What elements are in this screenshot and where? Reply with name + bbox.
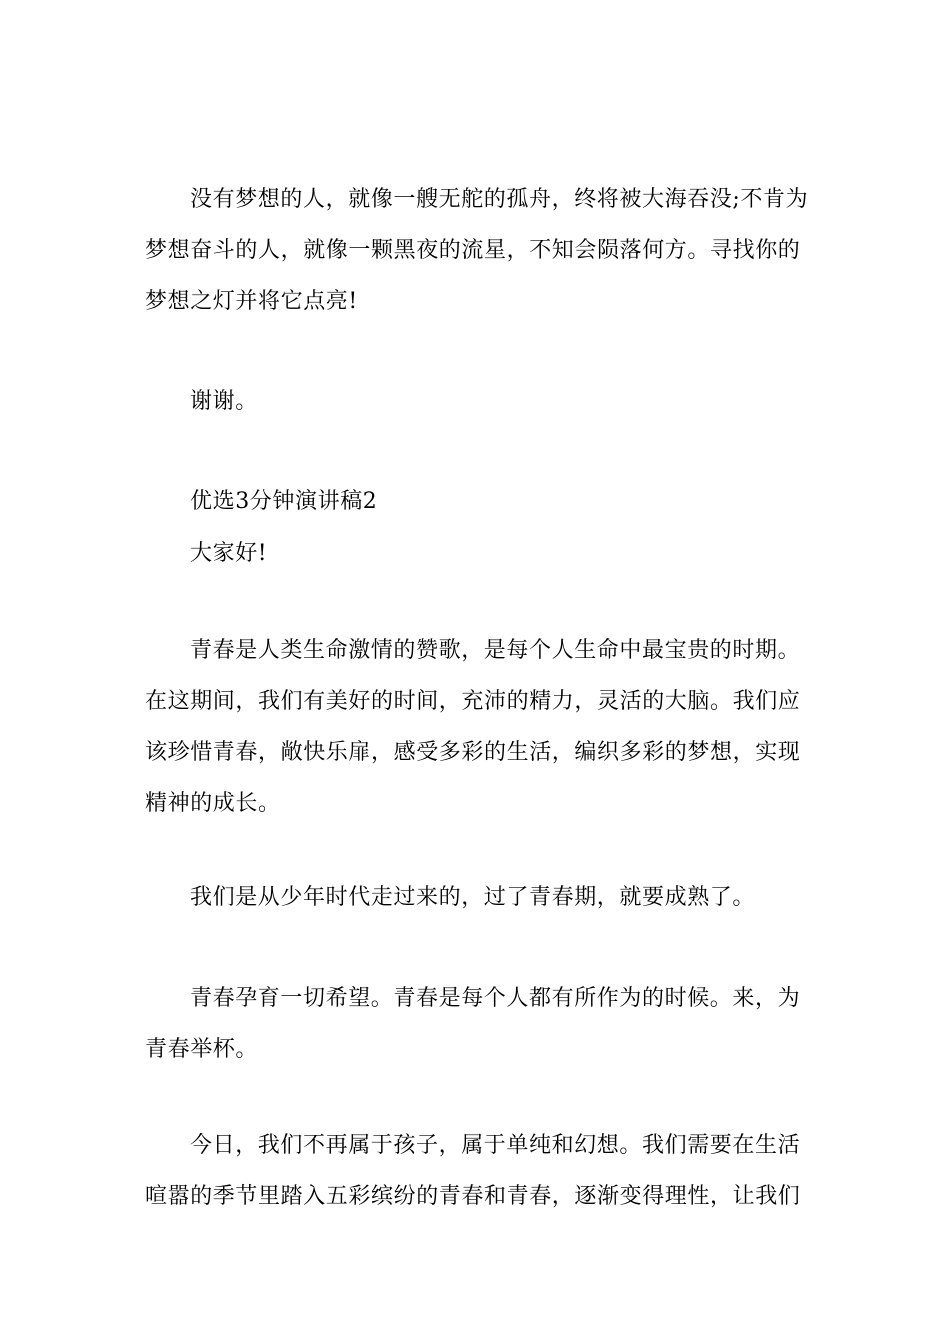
- paragraph-2-line-3: 该珍惜青春，敞快乐扉，感受多彩的生活，编织多彩的梦想，实现: [145, 740, 801, 765]
- paragraph-5-line-2: 喧嚣的季节里踏入五彩缤纷的青春和青春，逐渐变得理性，让我们: [145, 1184, 801, 1209]
- paragraph-1-line-3: 梦想之灯并将它点亮!: [145, 289, 358, 314]
- paragraph-2-line-4: 精神的成长。: [145, 791, 281, 816]
- paragraph-2-line-1: 青春是人类生命激情的赞歌，是每个人生命中最宝贵的时期。: [190, 638, 801, 663]
- greeting-text: 大家好!: [190, 541, 268, 566]
- paragraph-4-line-1: 青春孕育一切希望。青春是每个人都有所作为的时候。来，为: [190, 986, 801, 1011]
- paragraph-4-line-2: 青春举杯。: [145, 1037, 259, 1062]
- paragraph-1-line-1: 没有梦想的人，就像一艘无舵的孤舟，终将被大海吞没;不肯为: [190, 187, 809, 212]
- paragraph-3-line-1: 我们是从少年时代走过来的，过了青春期，就要成熟了。: [190, 885, 756, 910]
- thanks-text: 谢谢。: [190, 389, 258, 414]
- paragraph-5-line-1: 今日，我们不再属于孩子，属于单纯和幻想。我们需要在生活: [190, 1133, 801, 1158]
- paragraph-1-line-2: 梦想奋斗的人，就像一颗黑夜的流星，不知会陨落何方。寻找你的: [145, 238, 801, 263]
- section-heading: 优选3分钟演讲稿2: [190, 489, 378, 514]
- paragraph-2-line-2: 在这期间，我们有美好的时间，充沛的精力，灵活的大脑。我们应: [145, 689, 801, 714]
